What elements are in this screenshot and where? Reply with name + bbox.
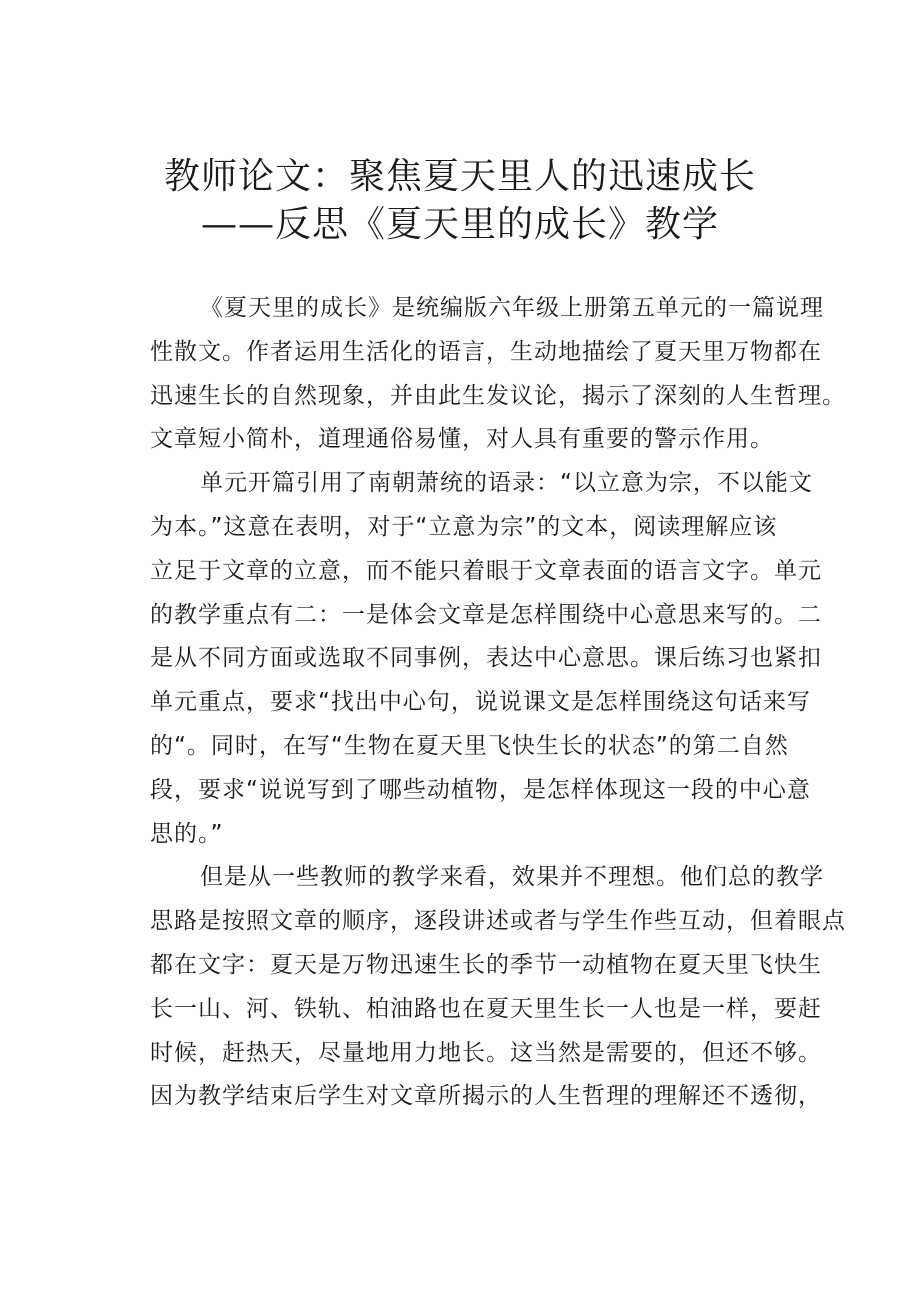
document-body (150, 287, 846, 1119)
paragraph-line: 迅速生长的自然现象，并由此生发议论，揭示了深刻的人生哲理。 (150, 382, 846, 409)
paragraph-line: 是从不同方面或选取不同事例，表达中心意思。课后练习也紧扣 (150, 645, 822, 672)
paragraph-line: 为本。”这意在表明，对于“立意为宗”的文本，阅读理解应该 (150, 513, 778, 540)
paragraph-line: 立足于文章的立意，而不能只着眼于文章表面的语言文字。单元 (150, 557, 822, 584)
paragraph-line: 的教学重点有二：一是体会文章是怎样围绕中心意思来写的。二 (150, 601, 822, 628)
paragraph-line: 《夏天里的成长》是统编版六年级上册第五单元的一篇说理 (200, 295, 824, 321)
paragraph-1 (150, 287, 846, 462)
paragraph-line: 文章短小简朴，道理通俗易懂，对人具有重要的警示作用。 (150, 426, 774, 453)
paragraph-line: 时候，赶热天，尽量地用力地长。这当然是需要的，但还不够。 (150, 1039, 822, 1066)
paragraph-3 (150, 856, 846, 1119)
document-title (0, 153, 920, 249)
title-line-main: 教师论文：聚焦夏天里人的迅速成长 (163, 156, 756, 197)
paragraph-line: 单元开篇引用了南朝萧统的语录：“以立意为宗，不以能文 (200, 470, 813, 497)
paragraph-line: 的“。同时，在写“生物在夏天里飞快生长的状态”的第二自然 (150, 732, 789, 759)
paragraph-line: 段，要求“说说写到了哪些动植物，是怎样体现这一段的中心意 (150, 776, 811, 803)
paragraph-line: 性散文。作者运用生活化的语言，生动地描绘了夏天里万物都在 (150, 338, 822, 365)
paragraph-line: 都在文字：夏天是万物迅速生长的季节一动植物在夏天里飞快生 (150, 951, 822, 978)
paragraph-line: 思路是按照文章的顺序，逐段讲述或者与学生作些互动，但着眼点 (150, 908, 846, 935)
paragraph-line: 因为教学结束后学生对文章所揭示的人生哲理的理解还不透彻， (150, 1083, 822, 1110)
paragraph-line: 思的。” (150, 820, 224, 847)
paragraph-2 (150, 462, 822, 856)
title-line-subtitle: ——反思《夏天里的成长》教学 (200, 204, 719, 245)
paragraph-line: 但是从一些教师的教学来看，效果并不理想。他们总的教学 (200, 864, 824, 891)
paragraph-line: 单元重点，要求“找出中心句，说说课文是怎样围绕这句话来写 (150, 689, 811, 716)
paragraph-line: 长一山、河、铁轨、柏油路也在夏天里生长一人也是一样，要赶 (150, 995, 822, 1022)
